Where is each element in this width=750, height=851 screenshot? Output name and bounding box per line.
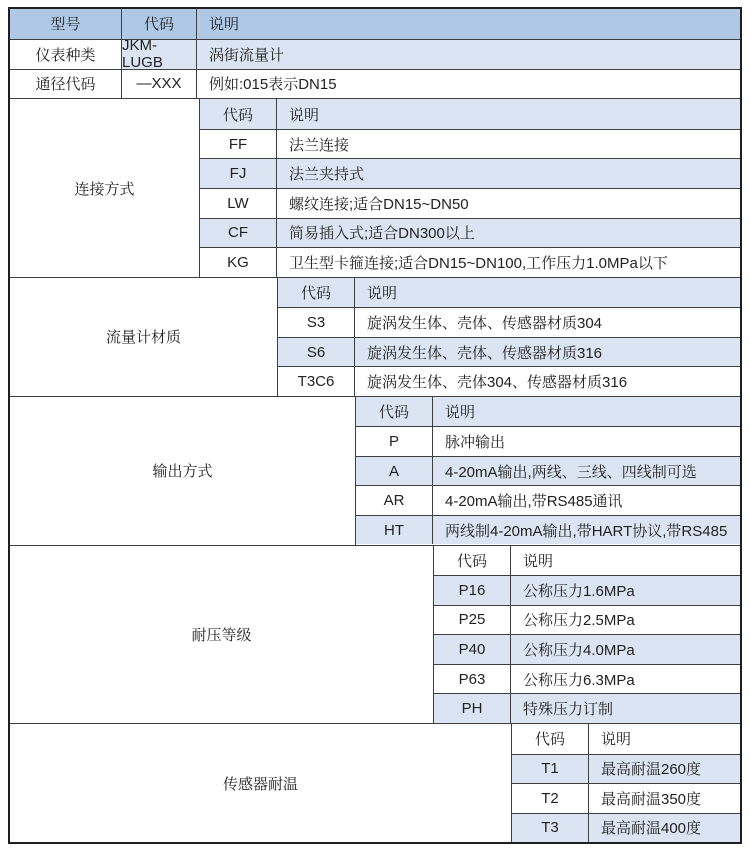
desc-cell: 公称压力6.3MPa: [523, 671, 635, 689]
desc-cell: 简易插入式;适合DN300以上: [289, 225, 475, 243]
table-row: [434, 575, 740, 605]
model-selection-table: [8, 7, 742, 844]
nested-header-desc: 说明: [601, 731, 632, 749]
table-row: [10, 69, 740, 99]
table-row: [278, 337, 740, 367]
table-row: [512, 813, 740, 843]
table-row: [356, 515, 740, 545]
code-cell: P25: [434, 606, 511, 635]
table-row: [356, 426, 740, 456]
nested-header-desc: 说明: [367, 285, 398, 302]
desc-cell: 脉冲输出: [445, 434, 506, 452]
desc-cell: 卫生型卡箍连接;适合DN15~DN100,工作压力1.0MPa以下: [289, 254, 668, 272]
code-cell: P63: [434, 665, 511, 694]
desc-cell: 4-20mA输出,两线、三线、四线制可选: [445, 463, 697, 481]
desc-cell: 旋涡发生体、壳体、传感器材质316: [367, 344, 603, 362]
table-row: [200, 129, 740, 159]
section-body-material: [10, 277, 740, 396]
table-row: [278, 307, 740, 337]
nested-header-row: [200, 99, 740, 129]
table-row: [278, 366, 740, 396]
nested-header-code: 代码: [356, 397, 433, 427]
code-cell: PH: [434, 694, 511, 723]
desc-cell: 旋涡发生体、壳体、传感器材质304: [367, 315, 603, 332]
nested-header-row: [512, 724, 740, 754]
table-row: [200, 188, 740, 218]
desc-cell: 例如:015表示DN15: [209, 76, 337, 94]
code-cell: JKM-LUGB: [122, 40, 197, 69]
nested-header-row: [434, 546, 740, 576]
section-label: 耐压等级: [10, 546, 434, 724]
nested-header-code: 代码: [512, 724, 589, 754]
section-rows: [200, 99, 740, 277]
code-cell: P40: [434, 635, 511, 664]
nested-header-row: [356, 397, 740, 427]
code-cell: A: [356, 457, 433, 486]
code-cell: S3: [278, 308, 355, 337]
section-pressure-rating: [10, 545, 740, 724]
code-cell: P16: [434, 576, 511, 605]
code-cell: LW: [200, 189, 277, 218]
code-cell: AR: [356, 486, 433, 515]
section-label: 输出方式: [10, 397, 356, 545]
desc-cell: 两线制4-20mA输出,带HART协议,带RS485: [445, 522, 728, 540]
nested-header-code: 代码: [200, 99, 277, 129]
table-row: [512, 783, 740, 813]
table-row: [434, 605, 740, 635]
table-row: [356, 485, 740, 515]
code-cell: T2: [512, 784, 589, 813]
section-connection-type: [10, 98, 740, 277]
table-row: [10, 37, 740, 72]
header-cell-desc: 说明: [209, 16, 240, 34]
nested-header-code: 代码: [278, 278, 355, 308]
nested-header-desc: 说明: [289, 106, 320, 124]
code-cell: HT: [356, 516, 433, 545]
code-cell: T3C6: [278, 367, 355, 396]
desc-cell: 最高耐温400度: [601, 820, 702, 838]
code-cell: S6: [278, 338, 355, 367]
row-label-cell: 通径代码: [10, 70, 122, 99]
section-rows: [356, 397, 740, 545]
table-row: [200, 158, 740, 188]
table-row: [512, 754, 740, 784]
nested-header-desc: 说明: [523, 552, 554, 570]
table-header-row: [10, 9, 740, 39]
row-label-cell: 仪表种类: [10, 40, 122, 69]
desc-cell: 最高耐温350度: [601, 790, 702, 808]
table-row: [356, 456, 740, 486]
desc-cell: 公称压力4.0MPa: [523, 642, 635, 660]
code-cell: T1: [512, 755, 589, 784]
desc-cell: 旋涡发生体、壳体304、传感器材质316: [367, 374, 628, 391]
desc-cell: 公称压力2.5MPa: [523, 612, 635, 630]
nested-header-row: [278, 278, 740, 308]
section-output-type: [10, 396, 740, 545]
code-cell: FF: [200, 130, 277, 159]
table-row: [434, 634, 740, 664]
nested-header-desc: 说明: [445, 404, 476, 422]
header-cell-model: 型号: [10, 9, 122, 39]
nested-header-code: 代码: [434, 546, 511, 576]
code-cell: CF: [200, 219, 277, 248]
desc-cell: 法兰连接: [289, 136, 350, 154]
table-row: [434, 693, 740, 723]
desc-cell: 公称压力1.6MPa: [523, 582, 635, 600]
code-cell: —XXX: [122, 70, 197, 99]
code-cell: P: [356, 427, 433, 456]
code-cell: T3: [512, 814, 589, 843]
desc-cell: 螺纹连接;适合DN15~DN50: [289, 195, 469, 213]
table-row: [200, 247, 740, 277]
desc-cell: 法兰夹持式: [289, 166, 365, 184]
table-row: [434, 664, 740, 694]
desc-cell: 特殊压力订制: [523, 701, 614, 719]
desc-cell: 涡街流量计: [197, 40, 740, 69]
section-sensor-temperature: [10, 723, 740, 842]
section-rows: [434, 546, 740, 724]
section-label: 连接方式: [10, 99, 200, 277]
table-row: [200, 218, 740, 248]
code-cell: KG: [200, 248, 277, 277]
desc-cell: 最高耐温260度: [601, 761, 702, 779]
desc-cell: 4-20mA输出,带RS485通讯: [445, 493, 623, 511]
section-label: 流量计材质: [10, 278, 278, 396]
code-cell: FJ: [200, 159, 277, 188]
section-rows: [512, 724, 740, 842]
header-cell-code: 代码: [122, 9, 197, 39]
section-rows: [278, 278, 740, 396]
section-label: 传感器耐温: [10, 724, 512, 842]
